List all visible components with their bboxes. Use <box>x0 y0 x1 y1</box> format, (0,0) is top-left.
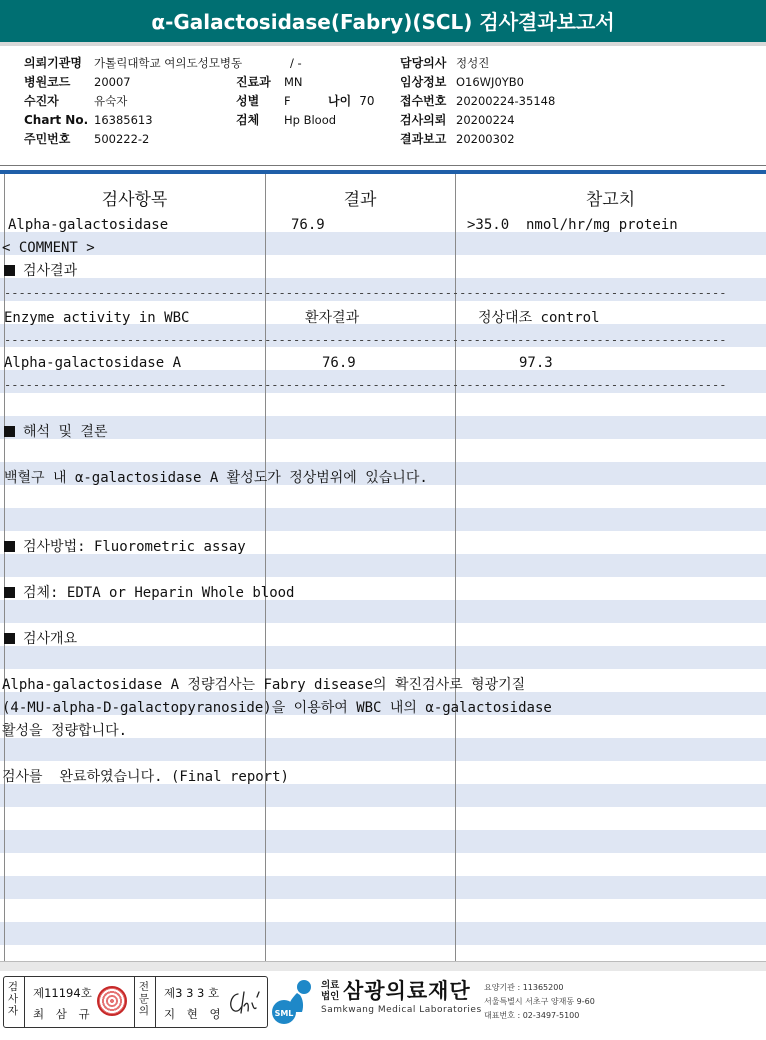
company-type-line: 의료 <box>321 980 340 991</box>
overview-line-3: 활성을 정량합니다. <box>2 723 128 739</box>
info-value: MN <box>284 75 303 89</box>
section-result <box>4 261 77 281</box>
signature-icon <box>226 989 262 1017</box>
info-row-hospital-code <box>24 73 242 92</box>
logo-text: SML <box>274 1009 294 1018</box>
report-title: α-Galactosidase(Fabry)(SCL) 검사결과보고서 <box>0 0 766 46</box>
square-bullet-icon <box>4 633 15 644</box>
divider-accent <box>0 170 766 174</box>
overview-line-1: Alpha-galactosidase A 정량검사는 Fabry disease의 확진검사로 형광기질 <box>2 677 526 693</box>
signature-box <box>3 976 268 1028</box>
specialist-license-no: 제3 3 3 호 <box>164 986 220 1000</box>
enzyme-header-control: 정상대조 control <box>478 310 600 326</box>
header-test-item: 검사항목 <box>101 190 168 210</box>
enzyme-row-name: Alpha-galactosidase A <box>4 355 182 371</box>
info-value: 70 <box>359 94 375 108</box>
company-name: 삼광의료재단 <box>343 979 471 1003</box>
divider <box>155 977 156 1027</box>
info-row-report-date <box>400 130 555 149</box>
info-column-2 <box>236 54 336 130</box>
info-value: 정성진 <box>456 56 490 70</box>
divider <box>0 165 766 166</box>
info-row-receipt-no <box>400 92 555 111</box>
info-value: 16385613 <box>94 113 153 127</box>
info-label: 병원코드 <box>24 75 71 89</box>
dash-line: ---------------------------------------------------------------------------------------------------- <box>4 286 727 300</box>
seal-stamp-icon <box>97 986 127 1016</box>
divider <box>134 977 135 1027</box>
info-value: 500222-2 <box>94 132 150 146</box>
overview-line-2: (4-MU-alpha-D-galactopyranoside)을 이용하여 WBC 내의 α-galactosidase <box>2 700 552 716</box>
square-bullet-icon <box>4 265 15 276</box>
company-english-name: Samkwang Medical Laboratories <box>321 1005 482 1015</box>
info-value: Hp Blood <box>284 113 337 127</box>
dash-line: ---------------------------------------------------------------------------------------------------- <box>4 378 727 392</box>
comment-label: < COMMENT > <box>2 240 95 256</box>
final-report-text: 검사를 완료하였습니다. (Final report) <box>2 769 289 785</box>
info-row-sex <box>236 92 336 111</box>
section-method <box>4 537 246 557</box>
info-label: 진료과 <box>236 75 271 89</box>
company-type <box>321 980 339 1002</box>
square-bullet-icon <box>4 541 15 552</box>
company-type-line: 법인 <box>321 991 340 1002</box>
enzyme-row-control: 97.3 <box>519 355 553 371</box>
section-interpret-label: 해석 및 결론 <box>23 424 108 440</box>
enzyme-header-name: Enzyme activity in WBC <box>4 310 190 326</box>
info-row-department <box>236 73 336 92</box>
enzyme-header-patient: 환자결과 <box>305 310 360 326</box>
tester-vertical-label: 검사자 <box>7 981 19 1017</box>
info-label: 성별 <box>236 94 260 108</box>
company-info <box>484 981 595 1023</box>
info-row-request-date <box>400 111 555 130</box>
info-value: / - <box>290 56 302 70</box>
header-result: 결과 <box>343 190 377 210</box>
info-value: 20200224 <box>456 113 515 127</box>
info-value: F <box>284 94 291 108</box>
tester-name: 최 삼 규 <box>33 1007 94 1021</box>
info-value: 유숙자 <box>94 94 128 108</box>
info-row-chart-no <box>24 111 242 130</box>
section-interpret <box>4 422 107 442</box>
section-overview-label: 검사개요 <box>23 631 78 647</box>
main-row-reference: >35.0 nmol/hr/mg protein <box>467 217 678 233</box>
info-value: O16WJ0YB0 <box>456 75 524 89</box>
square-bullet-icon <box>4 426 15 437</box>
info-row-clinical-info <box>400 73 555 92</box>
info-column-1 <box>24 54 242 149</box>
info-value: 가톨릭대학교 여의도성모병동 <box>94 56 243 70</box>
info-row-patient <box>24 92 242 111</box>
info-label: 접수번호 <box>400 94 447 108</box>
info-label: 결과보고 <box>400 132 447 146</box>
main-row-result: 76.9 <box>291 217 325 233</box>
section-result-label: 검사결과 <box>23 263 78 279</box>
info-label: 검체 <box>236 113 260 127</box>
enzyme-row-patient: 76.9 <box>322 355 356 371</box>
info-row-doctor <box>400 54 555 73</box>
info-label: Chart No. <box>24 113 89 127</box>
interpret-text: 백혈구 내 α-galactosidase A 활성도가 정상범위에 있습니다. <box>4 470 428 486</box>
company-code: 요양기관 : 11365200 <box>484 983 564 992</box>
sml-logo-icon <box>270 976 320 1028</box>
divider <box>24 977 25 1027</box>
footer-divider <box>0 961 766 971</box>
method-text: 검사방법: Fluorometric assay <box>23 539 246 555</box>
info-row-ward <box>236 54 336 73</box>
info-label: 수진자 <box>24 94 59 108</box>
info-column-3 <box>400 54 555 149</box>
dash-line: ---------------------------------------------------------------------------------------------------- <box>4 333 727 347</box>
main-row-item: Alpha-galactosidase <box>8 217 169 233</box>
info-label: 주민번호 <box>24 132 71 146</box>
section-overview <box>4 629 77 649</box>
square-bullet-icon <box>4 587 15 598</box>
header-reference: 참고치 <box>585 190 636 210</box>
specialist-vertical-label: 전문의 <box>138 981 150 1017</box>
company-address: 서울특별시 서초구 양재동 9-60 <box>484 997 595 1006</box>
info-row-age <box>328 92 374 111</box>
section-specimen <box>4 583 294 603</box>
info-label: 나이 <box>328 94 352 108</box>
specialist-name: 지 현 영 <box>164 1007 225 1021</box>
info-label: 의뢰기관명 <box>24 56 82 70</box>
info-label: 임상정보 <box>400 75 447 89</box>
info-label: 검사의뢰 <box>400 113 447 127</box>
info-row-institution <box>24 54 242 73</box>
info-row-specimen <box>236 111 336 130</box>
info-row-resident-no <box>24 130 242 149</box>
info-value: 20007 <box>94 75 131 89</box>
specimen-text: 검체: EDTA or Heparin Whole blood <box>23 585 295 601</box>
info-value: 20200302 <box>456 132 515 146</box>
tester-license-no: 제11194호 <box>33 986 92 1000</box>
info-label: 담당의사 <box>400 56 447 70</box>
info-value: 20200224-35148 <box>456 94 556 108</box>
company-phone: 대표번호 : 02-3497-5100 <box>484 1011 580 1020</box>
